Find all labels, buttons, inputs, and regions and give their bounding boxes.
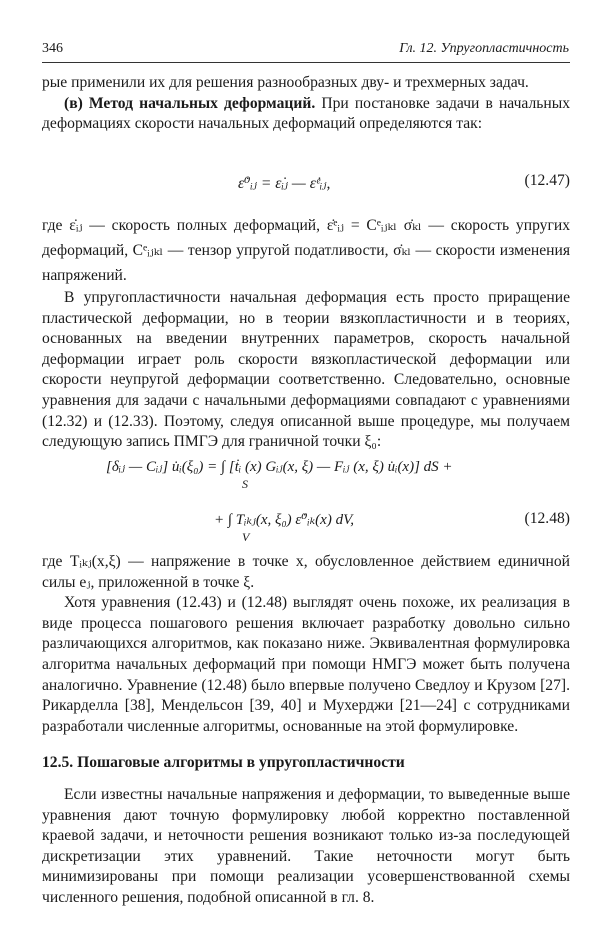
integral-domain-v: V xyxy=(242,530,250,544)
paragraph-comparison: Хотя уравнения (12.43) и (12.48) выглядят очень похоже, их реализация в виде процесса пошагового решения включает разработку довольно сильно различающихся алгоритмов, как показано ниже. Эквивалентная формулировка алгоритма начальных деформаций при помощи НМГЭ может быть получена аналогично. Уравнение (12.48) было впервые получено Сведлоу и Крузом [27]. Рикарделла [38], Мендельсон [39, 40] и Мухерджи [21—24] с сотрудниками разработали численные алгоритмы, основанные на этой формулировке. xyxy=(42,594,570,735)
where-paragraph-2: где Tᵢₖⱼ(x,ξ) — напряжение в точке x, обусловленное действием единичной силы eⱼ, приложенной в точке ξ. xyxy=(42,553,570,591)
method-paragraph xyxy=(42,94,570,135)
text-block-4 xyxy=(42,785,570,909)
method-text: При постановке задачи в начальных деформациях скорости начальных деформаций определяются так: xyxy=(42,94,570,133)
text-block-2 xyxy=(42,213,570,453)
equation-formula: ε̇⁰ᵢⱼ = ε̇ᵢⱼ — ε̇ᵉᵢⱼ, xyxy=(238,175,331,192)
equation-number: (12.47) xyxy=(524,172,570,189)
page-header xyxy=(42,41,569,59)
intro-paragraph: рые применили их для решения разнообразных дву- и трехмерных задач. xyxy=(42,74,529,91)
where-paragraph: где ε̇ᵢⱼ — скорость полных деформаций, ε̇ᵉᵢⱼ = Cᵉᵢⱼₖₗ σ̇ₖₗ — скорость упругих деформаций, Cᵉᵢⱼₖₗ — тензор упругой податливости, σ̇ₖₗ — скорости изменения напряжений. xyxy=(42,217,570,284)
equation-number: (12.48) xyxy=(524,510,570,527)
equation-line2: + ∫ Tᵢₖⱼ(x, ξ₀) ε̇⁰ᵢₖ(x) dV, xyxy=(214,512,355,528)
integral-domain-s: S xyxy=(242,477,248,491)
text-block-1 xyxy=(42,73,570,135)
paragraph-initial-deformation: В упругопластичности начальная деформация есть просто приращение пластической деформации, но в теории вязкопластичности и в теориях, основанных на введении внутренних параметров, скорость начальной деформации играет роль скорости вязкопластической деформации или скорости неупругой деформации соответственно. Следовательно, основные уравнения для задачи с начальными деформациями совпадают с уравнениями (12.32) и (12.33). Поэтому, следуя описанной выше процедуре, мы получаем следующую запись ПМГЭ для граничной точки ξ₀: xyxy=(42,289,570,451)
section-heading: 12.5. Пошаговые алгоритмы в упругопластичности xyxy=(42,754,405,771)
header-rule xyxy=(42,62,570,63)
method-title: (в) Метод начальных деформаций. xyxy=(64,94,316,112)
equation-12-48-line2 xyxy=(42,508,570,548)
text-block-3 xyxy=(42,552,570,737)
equation-line1: [δᵢⱼ — Cᵢⱼ] u̇ᵢ(ξ₀) = ∫ [ṫᵢ (x) Gᵢⱼ(x, ξ) — Fᵢⱼ (x, ξ) u̇ᵢ(x)] dS + xyxy=(106,459,453,475)
equation-12-48-line1 xyxy=(42,455,570,495)
paragraph-stepwise: Если известны начальные напряжения и деформации, то выведенные выше уравнения дают точную формулировку любой корректно поставленной краевой задачи, и неточности решения возникают только из-за последующей дискретизации этих уравнений. Такие неточности могут быть минимизированы при помощи реализации усовершенствованной схемы численного решения, подобной описанной в гл. 8. xyxy=(42,786,570,906)
running-title: Гл. 12. Упругопластичность xyxy=(399,41,569,56)
equation-12-47 xyxy=(42,172,570,198)
page-number: 346 xyxy=(42,41,63,56)
